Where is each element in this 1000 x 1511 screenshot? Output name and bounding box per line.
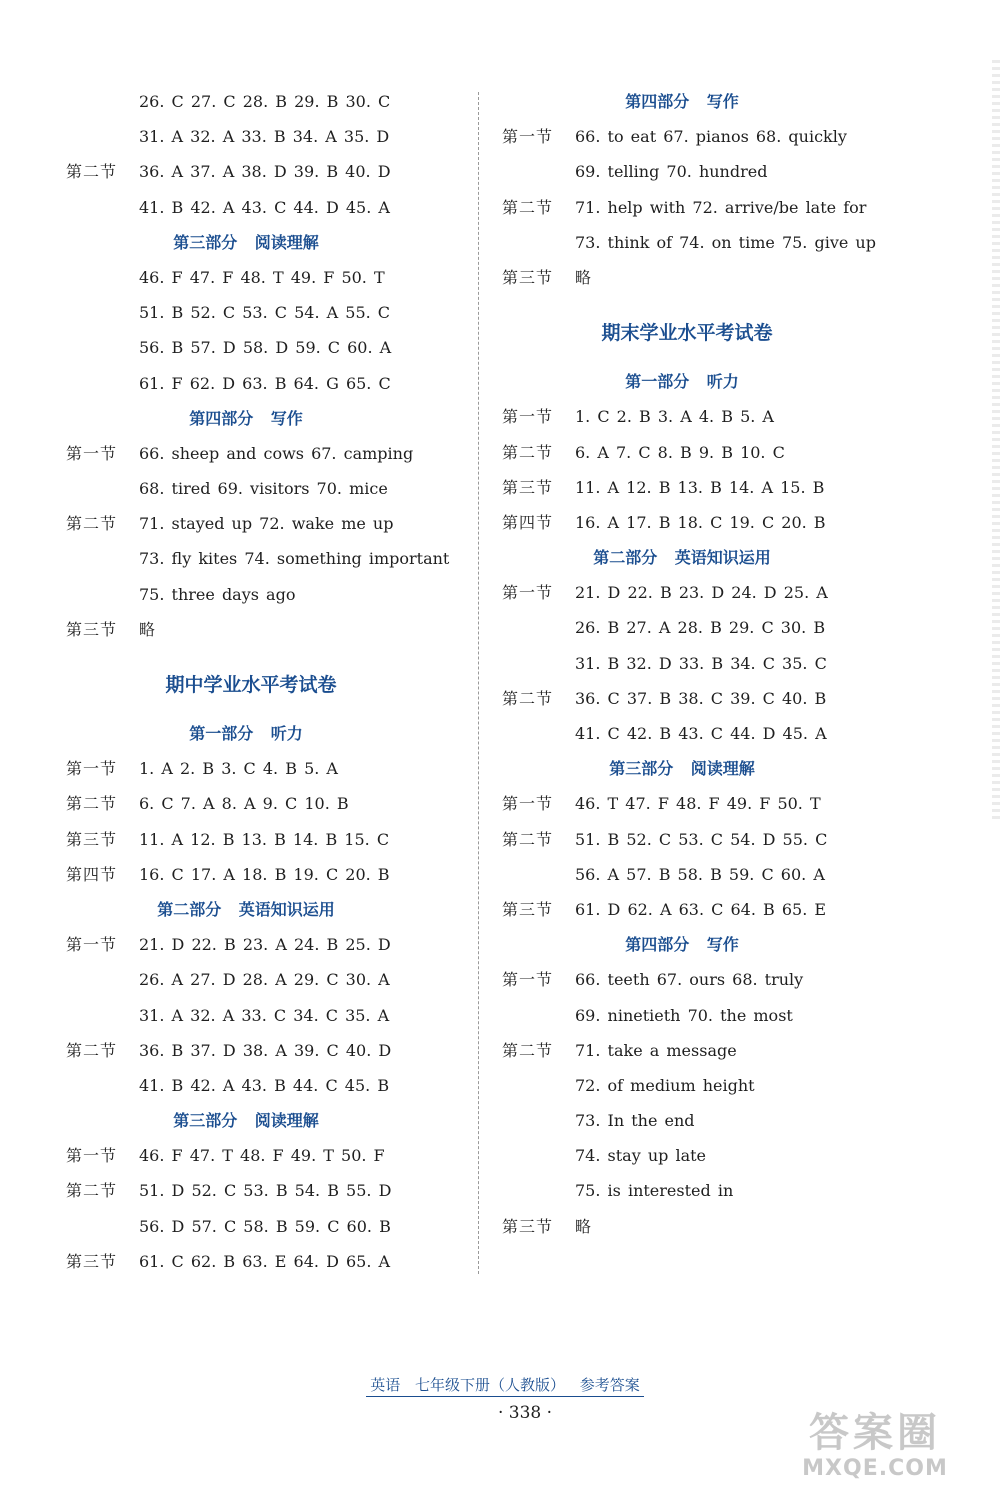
answer-row: [502, 1173, 902, 1208]
answer-text: 71. take a message: [575, 1040, 737, 1060]
section-label: 第一节: [502, 583, 554, 603]
final-title: 期末学业水平考试卷: [601, 322, 773, 345]
site-watermark: [780, 1410, 970, 1490]
answer-row: [502, 1103, 902, 1138]
answer-row: [502, 1138, 902, 1173]
answer-row: [502, 190, 902, 225]
section-label: 第二节: [66, 1181, 118, 1201]
answer-text: 41. B 42. A 43. C 44. D 45. A: [139, 197, 390, 217]
block3: [66, 436, 466, 647]
answer-text: 46. F 47. F 48. T 49. F 50. T: [139, 267, 385, 287]
answer-row: [66, 1033, 466, 1068]
answer-row: [66, 471, 466, 506]
answer-row: [502, 575, 902, 610]
answer-text: 68. tired 69. visitors 70. mice: [139, 479, 388, 499]
answer-row: [66, 295, 466, 330]
answer-text: 66. sheep and cows 67. camping: [139, 443, 414, 463]
answer-row: [502, 154, 902, 189]
section-heading-writing: 第四部分 写作: [189, 408, 303, 428]
section-label: 第三节: [66, 619, 118, 639]
answer-text: 61. F 62. D 63. B 64. G 65. C: [139, 373, 391, 393]
section-label: 第一节: [66, 935, 118, 955]
answer-row: [66, 927, 466, 962]
answer-row: [66, 366, 466, 401]
answer-text: 31. B 32. D 33. B 34. C 35. C: [575, 653, 827, 673]
section-label: 第二节: [66, 162, 118, 182]
answer-row: [66, 612, 466, 647]
section-label: 第二节: [502, 688, 554, 708]
answer-text: 略: [575, 1216, 592, 1236]
answer-row: [66, 1209, 466, 1244]
answer-row: [66, 1068, 466, 1103]
mid-heading-listening: 第一部分 听力: [189, 724, 303, 743]
answer-text: 41. C 42. B 43. C 44. D 45. A: [575, 724, 827, 743]
section-label: 第二节: [66, 514, 118, 534]
section-label: 第二节: [502, 197, 554, 217]
answer-text: 31. A 32. A 33. C 34. C 35. A: [139, 1005, 390, 1025]
answer-text: 1. C 2. B 3. A 4. B 5. A: [575, 407, 774, 427]
answer-row: [66, 577, 466, 612]
answer-row: [66, 190, 466, 225]
section-label: 第一节: [502, 127, 554, 147]
answer-row: [66, 962, 466, 997]
answer-text: 71. help with 72. arrive/be late for: [575, 197, 867, 217]
section-label: 第三节: [502, 1216, 554, 1236]
answer-row: [66, 506, 466, 541]
section-label: 第二节: [502, 829, 554, 849]
section-label: 第二节: [66, 1040, 118, 1060]
answer-row: [502, 681, 902, 716]
answer-text: 66. to eat 67. pianos 68. quickly: [575, 127, 847, 147]
section-label: 第三节: [502, 267, 554, 287]
section-label: 第二节: [66, 794, 118, 814]
answer-row: [66, 857, 466, 892]
answer-text: 26. B 27. A 28. B 29. C 30. B: [575, 618, 826, 638]
book-info: 英语 七年级下册（人教版） 参考答案: [366, 1374, 644, 1397]
answer-row: [502, 505, 902, 540]
section-label: 第三节: [502, 477, 554, 497]
answer-text: 略: [139, 619, 156, 639]
answer-row: [66, 822, 466, 857]
answer-row: [66, 84, 466, 119]
answer-text: 16. C 17. A 18. B 19. C 20. B: [139, 864, 390, 884]
section-label: 第一节: [502, 794, 554, 814]
answer-text: 31. A 32. A 33. B 34. A 35. D: [139, 127, 390, 147]
column-divider: [478, 92, 479, 1274]
answer-row: [502, 260, 902, 295]
watermark-url: MXQE.COM: [802, 1456, 948, 1481]
answer-text: 61. C 62. B 63. E 64. D 65. A: [139, 1251, 391, 1271]
answer-row: [66, 260, 466, 295]
answer-row: [502, 962, 902, 997]
section-label: 第三节: [66, 1251, 118, 1271]
answer-text: 36. C 37. B 38. C 39. C 40. B: [575, 688, 827, 708]
answer-text: 51. B 52. C 53. C 54. D 55. C: [575, 829, 828, 849]
answer-row: [66, 119, 466, 154]
answer-text: 6. C 7. A 8. A 9. C 10. B: [139, 794, 349, 814]
section-label: 第四节: [502, 512, 554, 532]
watermark-logo-text: 答案圈: [809, 1410, 941, 1456]
mid-block3: [66, 1138, 466, 1279]
answer-text: 36. A 37. A 38. D 39. B 40. D: [139, 162, 391, 182]
left-column: [66, 84, 466, 1279]
fin-heading-listening: 第一部分 听力: [625, 372, 739, 392]
answer-text: 69. telling 70. hundred: [575, 162, 768, 182]
section-label: 第一节: [502, 970, 554, 990]
answer-text: 73. think of 74. on time 75. give up: [575, 232, 876, 252]
answer-row: [502, 892, 902, 927]
answer-text: 73. fly kites 74. something important: [139, 549, 450, 569]
answer-text: 75. three days ago: [139, 584, 296, 604]
answer-row: [502, 610, 902, 645]
answer-row: [502, 1033, 902, 1068]
answer-text: 21. D 22. B 23. A 24. B 25. D: [139, 935, 391, 955]
block1: [66, 84, 466, 225]
answer-row: [502, 1209, 902, 1244]
midterm-title: 期中学业水平考试卷: [165, 674, 337, 696]
answer-row: [66, 998, 466, 1033]
block2: [66, 260, 466, 401]
answer-text: 1. A 2. B 3. C 4. B 5. A: [139, 759, 338, 779]
answer-text: 36. B 37. D 38. A 39. C 40. D: [139, 1040, 392, 1060]
fin-heading-reading: 第三部分 阅读理解: [609, 759, 755, 779]
answer-row: [502, 786, 902, 821]
answer-text: 41. B 42. A 43. B 44. C 45. B: [139, 1075, 390, 1095]
section-label: 第一节: [66, 759, 118, 779]
section-label: 第二节: [502, 442, 554, 462]
answer-text: 6. A 7. C 8. B 9. B 10. C: [575, 442, 785, 462]
answer-row: [502, 646, 902, 681]
answer-row: [502, 225, 902, 260]
answer-row: [66, 1173, 466, 1208]
fin-heading-writing: 第四部分 写作: [625, 935, 739, 955]
section-label: 第二节: [502, 1040, 554, 1060]
answer-row: [502, 470, 902, 505]
fin-heading-knowledge: 第二部分 英语知识运用: [593, 548, 771, 568]
answer-text: 73. In the end: [575, 1111, 695, 1131]
answer-text: 46. F 47. T 48. F 49. T 50. F: [139, 1146, 385, 1166]
section-heading-reading: 第三部分 阅读理解: [173, 232, 319, 252]
fin-block1: [502, 399, 902, 540]
answer-row: [502, 822, 902, 857]
answer-row: [66, 1244, 466, 1279]
answer-text: 71. stayed up 72. wake me up: [139, 514, 394, 534]
answer-text: 66. teeth 67. ours 68. truly: [575, 970, 804, 990]
answer-text: 16. A 17. B 18. C 19. C 20. B: [575, 512, 826, 532]
answer-row: [502, 857, 902, 892]
answer-text: 56. B 57. D 58. D 59. C 60. A: [139, 338, 392, 358]
fin-block3: [502, 786, 902, 927]
section-label: 第四节: [66, 864, 118, 884]
answer-text: 56. D 57. C 58. B 59. C 60. B: [139, 1216, 391, 1236]
answer-row: [502, 119, 902, 154]
section-heading-writing-cont: 第四部分 写作: [625, 92, 739, 111]
r-block1: [502, 119, 902, 295]
answer-text: 72. of medium height: [575, 1075, 755, 1095]
page-number: · 338 ·: [497, 1403, 553, 1423]
answer-row: [502, 998, 902, 1033]
answer-text: 26. C 27. C 28. B 29. B 30. C: [139, 92, 391, 111]
mid-heading-reading: 第三部分 阅读理解: [173, 1111, 319, 1131]
fin-block4: [502, 962, 902, 1244]
section-label: 第三节: [66, 829, 118, 849]
section-label: 第三节: [502, 899, 554, 919]
section-label: 第一节: [66, 443, 118, 463]
answer-row: [66, 154, 466, 189]
answer-text: 75. is interested in: [575, 1181, 734, 1201]
answer-row: [502, 1068, 902, 1103]
answer-row: [66, 751, 466, 786]
right-column: [502, 84, 902, 1244]
answer-text: 51. B 52. C 53. C 54. A 55. C: [139, 303, 391, 323]
answer-text: 56. A 57. B 58. B 59. C 60. A: [575, 864, 825, 884]
answer-row: [502, 435, 902, 470]
mid-block2: [66, 927, 466, 1103]
scan-edge-artifact: [992, 60, 1000, 820]
answer-row: [66, 1138, 466, 1173]
answer-text: 61. D 62. A 63. C 64. B 65. E: [575, 899, 827, 919]
answer-text: 26. A 27. D 28. A 29. C 30. A: [139, 970, 390, 990]
answer-text: 46. T 47. F 48. F 49. F 50. T: [575, 794, 821, 814]
section-label: 第一节: [502, 407, 554, 427]
answer-row: [66, 786, 466, 821]
answer-text: 11. A 12. B 13. B 14. A 15. B: [575, 477, 825, 497]
section-label: 第一节: [66, 1146, 118, 1166]
answer-text: 51. D 52. C 53. B 54. B 55. D: [139, 1181, 392, 1201]
answer-text: 11. A 12. B 13. B 14. B 15. C: [139, 829, 390, 849]
answer-row: [66, 330, 466, 365]
answer-text: 69. ninetieth 70. the most: [575, 1005, 793, 1025]
answer-row: [66, 541, 466, 576]
answer-row: [502, 399, 902, 434]
mid-block1: [66, 751, 466, 892]
answer-text: 21. D 22. B 23. D 24. D 25. A: [575, 583, 828, 603]
fin-block2: [502, 575, 902, 751]
answer-row: [66, 436, 466, 471]
answer-text: 略: [575, 267, 592, 287]
answer-text: 74. stay up late: [575, 1146, 707, 1166]
mid-heading-knowledge: 第二部分 英语知识运用: [157, 899, 335, 919]
answer-row: [502, 716, 902, 751]
